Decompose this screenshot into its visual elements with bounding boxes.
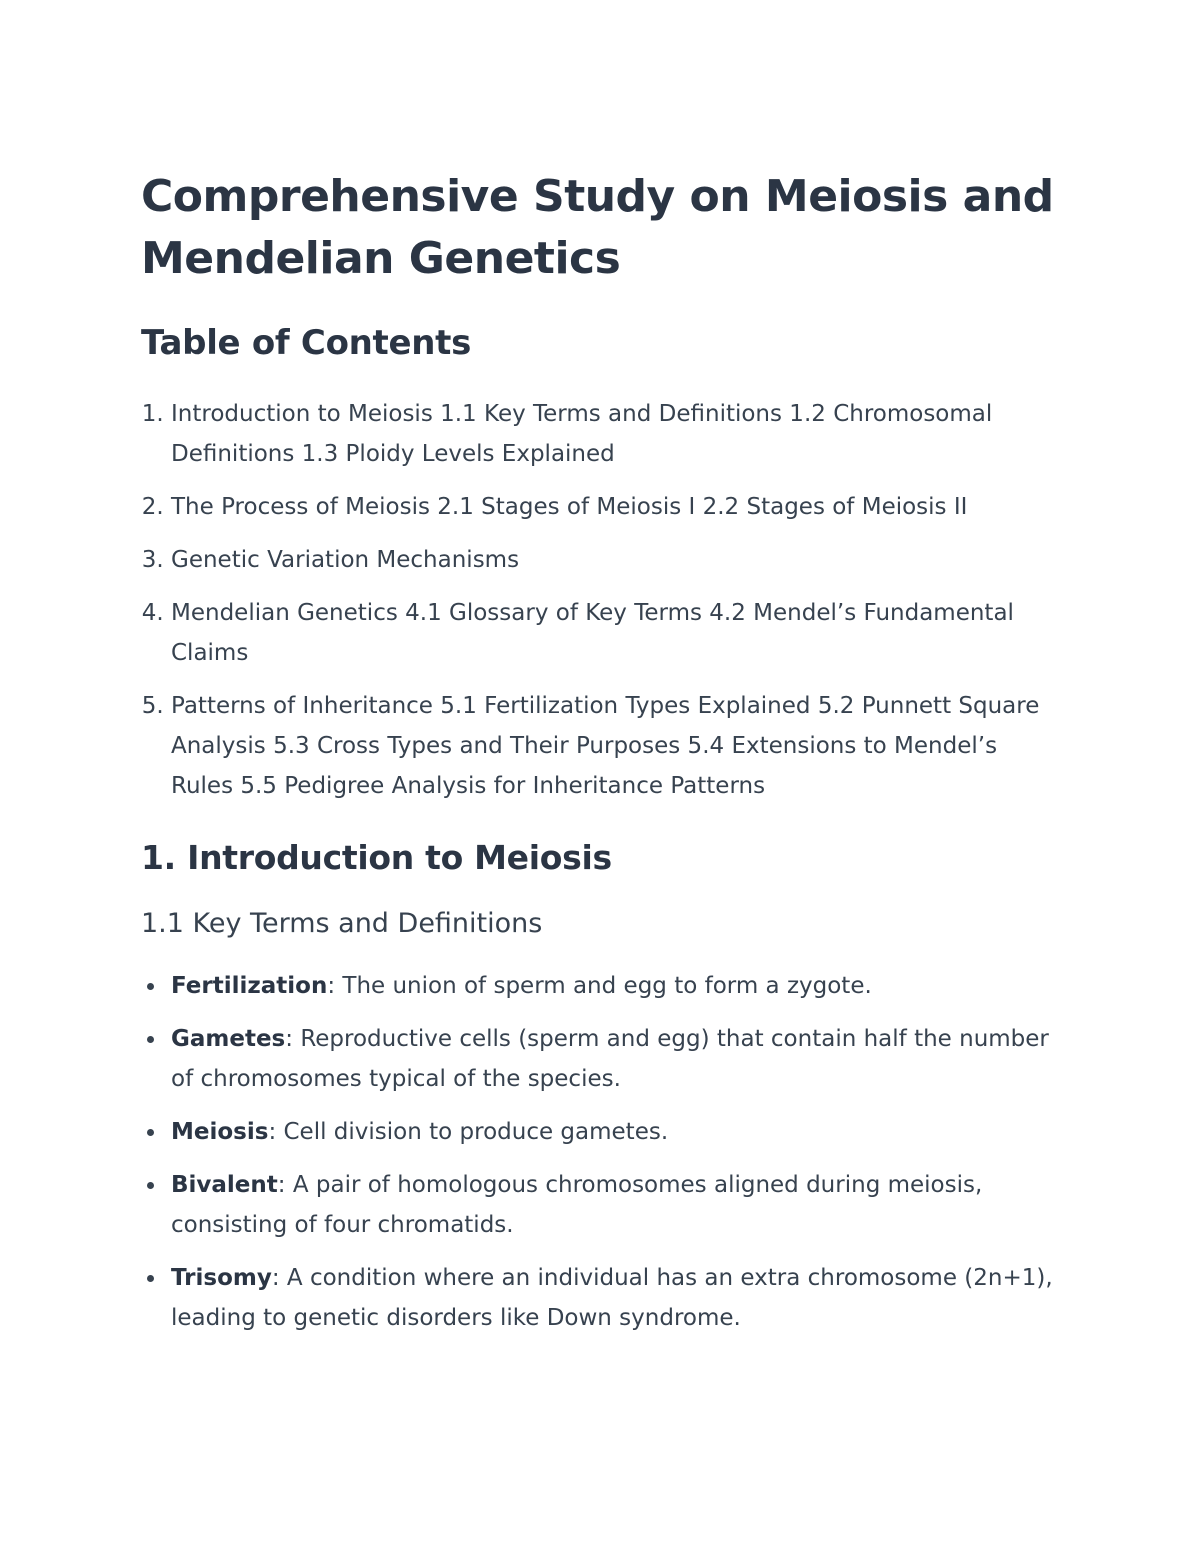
term-item <box>171 1258 1061 1338</box>
terms-list <box>141 966 1061 1338</box>
term-name: Trisomy <box>171 1265 272 1291</box>
term-item <box>171 1112 1061 1152</box>
term-definition: A pair of homologous chromosomes aligned during meiosis, consisting of four chromatids. <box>171 1172 983 1238</box>
term-name: Bivalent <box>171 1172 278 1198</box>
term-definition: The union of sperm and egg to form a zygote. <box>342 973 872 999</box>
term-item <box>171 1019 1061 1099</box>
subsection-heading: 1.1 Key Terms and Definitions <box>141 908 543 939</box>
term-definition: A condition where an individual has an extra chromosome (2n+1), leading to genetic disorders like Down syndrome. <box>171 1265 1053 1331</box>
bullet-icon <box>147 1036 154 1043</box>
document-page <box>141 166 1061 1351</box>
term-separator: : <box>285 1026 301 1052</box>
term-separator: : <box>271 1265 287 1291</box>
term-name: Meiosis <box>171 1119 269 1145</box>
term-definition: Cell division to produce gametes. <box>283 1119 669 1145</box>
bullet-icon <box>147 1275 154 1282</box>
toc-list <box>141 394 1061 806</box>
toc-heading: Table of Contents <box>141 323 472 363</box>
term-item <box>171 1165 1061 1245</box>
toc-item: 1. Introduction to Meiosis 1.1 Key Terms and Definitions 1.2 Chromosomal Definitions 1.3 Ploidy Levels Explained <box>171 394 1061 474</box>
toc-item: 5. Patterns of Inheritance 5.1 Fertilization Types Explained 5.2 Punnett Square Analysis 5.3 Cross Types and Their Purposes 5.4 Extensions to Mendel’s Rules 5.5 Pedigree Analysis for Inheritance Patterns <box>171 686 1061 806</box>
toc-item: 2. The Process of Meiosis 2.1 Stages of Meiosis I 2.2 Stages of Meiosis II <box>171 487 1061 527</box>
term-separator: : <box>268 1119 284 1145</box>
term-separator: : <box>277 1172 293 1198</box>
document-title: Comprehensive Study on Meiosis and Mendelian Genetics <box>141 171 1054 284</box>
term-definition: Reproductive cells (sperm and egg) that contain half the number of chromosomes typical of the species. <box>171 1026 1049 1092</box>
toc-item: 4. Mendelian Genetics 4.1 Glossary of Key Terms 4.2 Mendel’s Fundamental Claims <box>171 593 1061 673</box>
bullet-icon <box>147 1129 154 1136</box>
term-name: Fertilization <box>171 973 328 999</box>
term-name: Gametes <box>171 1026 286 1052</box>
term-item <box>171 966 1061 1006</box>
bullet-icon <box>147 1182 154 1189</box>
term-separator: : <box>327 973 343 999</box>
section-heading: 1. Introduction to Meiosis <box>141 838 612 877</box>
bullet-icon <box>147 983 154 990</box>
toc-item: 3. Genetic Variation Mechanisms <box>171 540 1061 580</box>
